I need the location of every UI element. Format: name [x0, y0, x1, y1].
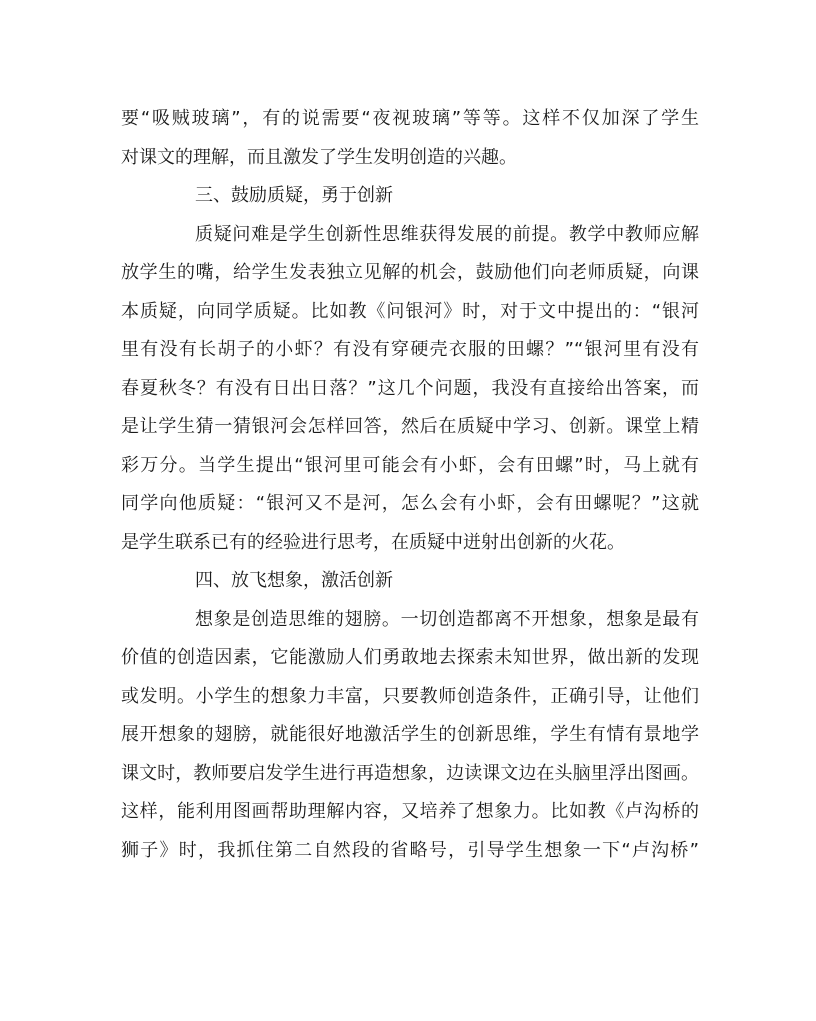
text-line: 放学生的嘴，给学生发表独立见解的机会，鼓励他们向老师质疑，向课	[121, 262, 699, 283]
text-line: 价值的创造因素，它能激励人们勇敢地去探索未知世界，做出新的发现	[121, 647, 699, 668]
text-line: 或发明。小学生的想象力丰富，只要教师创造条件，正确引导，让他们	[121, 685, 699, 707]
text-line: 展开想象的翅膀，就能很好地激活学生的创新思维，学生有情有景地学	[121, 724, 699, 745]
text-line: 要“吸贼玻璃”，有的说需要“夜视玻璃”等等。这样不仅加深了学生	[121, 108, 699, 129]
body-text	[121, 100, 699, 870]
text-line: 对课文的理解，而且激发了学生发明创造的兴趣。	[121, 146, 517, 168]
text-line: 是让学生猜一猜银河会怎样回答，然后在质疑中学习、创新。课堂上精	[121, 416, 699, 437]
text-line: 春夏秋冬？有没有日出日落？”这几个问题，我没有直接给出答案，而	[121, 377, 699, 399]
text-line: 同学向他质疑：“银河又不是河，怎么会有小虾，会有田螺呢？”这就	[121, 493, 699, 514]
section-heading: 四、放飞想象，激活创新	[195, 570, 393, 591]
text-line: 里有没有长胡子的小虾？有没有穿硬壳衣服的田螺？”“银河里有没有	[121, 339, 699, 360]
text-line: 这样，能利用图画帮助理解内容，又培养了想象力。比如教《卢沟桥的	[121, 801, 699, 822]
text-line: 质疑问难是学生创新性思维获得发展的前提。教学中教师应解	[195, 223, 699, 245]
text-line: 狮子》时，我抓住第二自然段的省略号，引导学生想象一下“卢沟桥”	[121, 839, 699, 861]
section-heading: 三、鼓励质疑，勇于创新	[195, 185, 393, 206]
text-line: 彩万分。当学生提出“银河里可能会有小虾，会有田螺”时，马上就有	[121, 454, 699, 476]
text-line: 课文时，教师要启发学生进行再造想象，边读课文边在头脑里浮出图画。	[121, 762, 699, 784]
text-line: 本质疑，向同学质疑。比如教《问银河》时，对于文中提出的：“银河	[121, 300, 699, 322]
text-line: 是学生联系已有的经验进行思考，在质疑中迸射出创新的火花。	[121, 531, 625, 553]
text-line: 想象是创造思维的翅膀。一切创造都离不开想象，想象是最有	[195, 608, 699, 630]
